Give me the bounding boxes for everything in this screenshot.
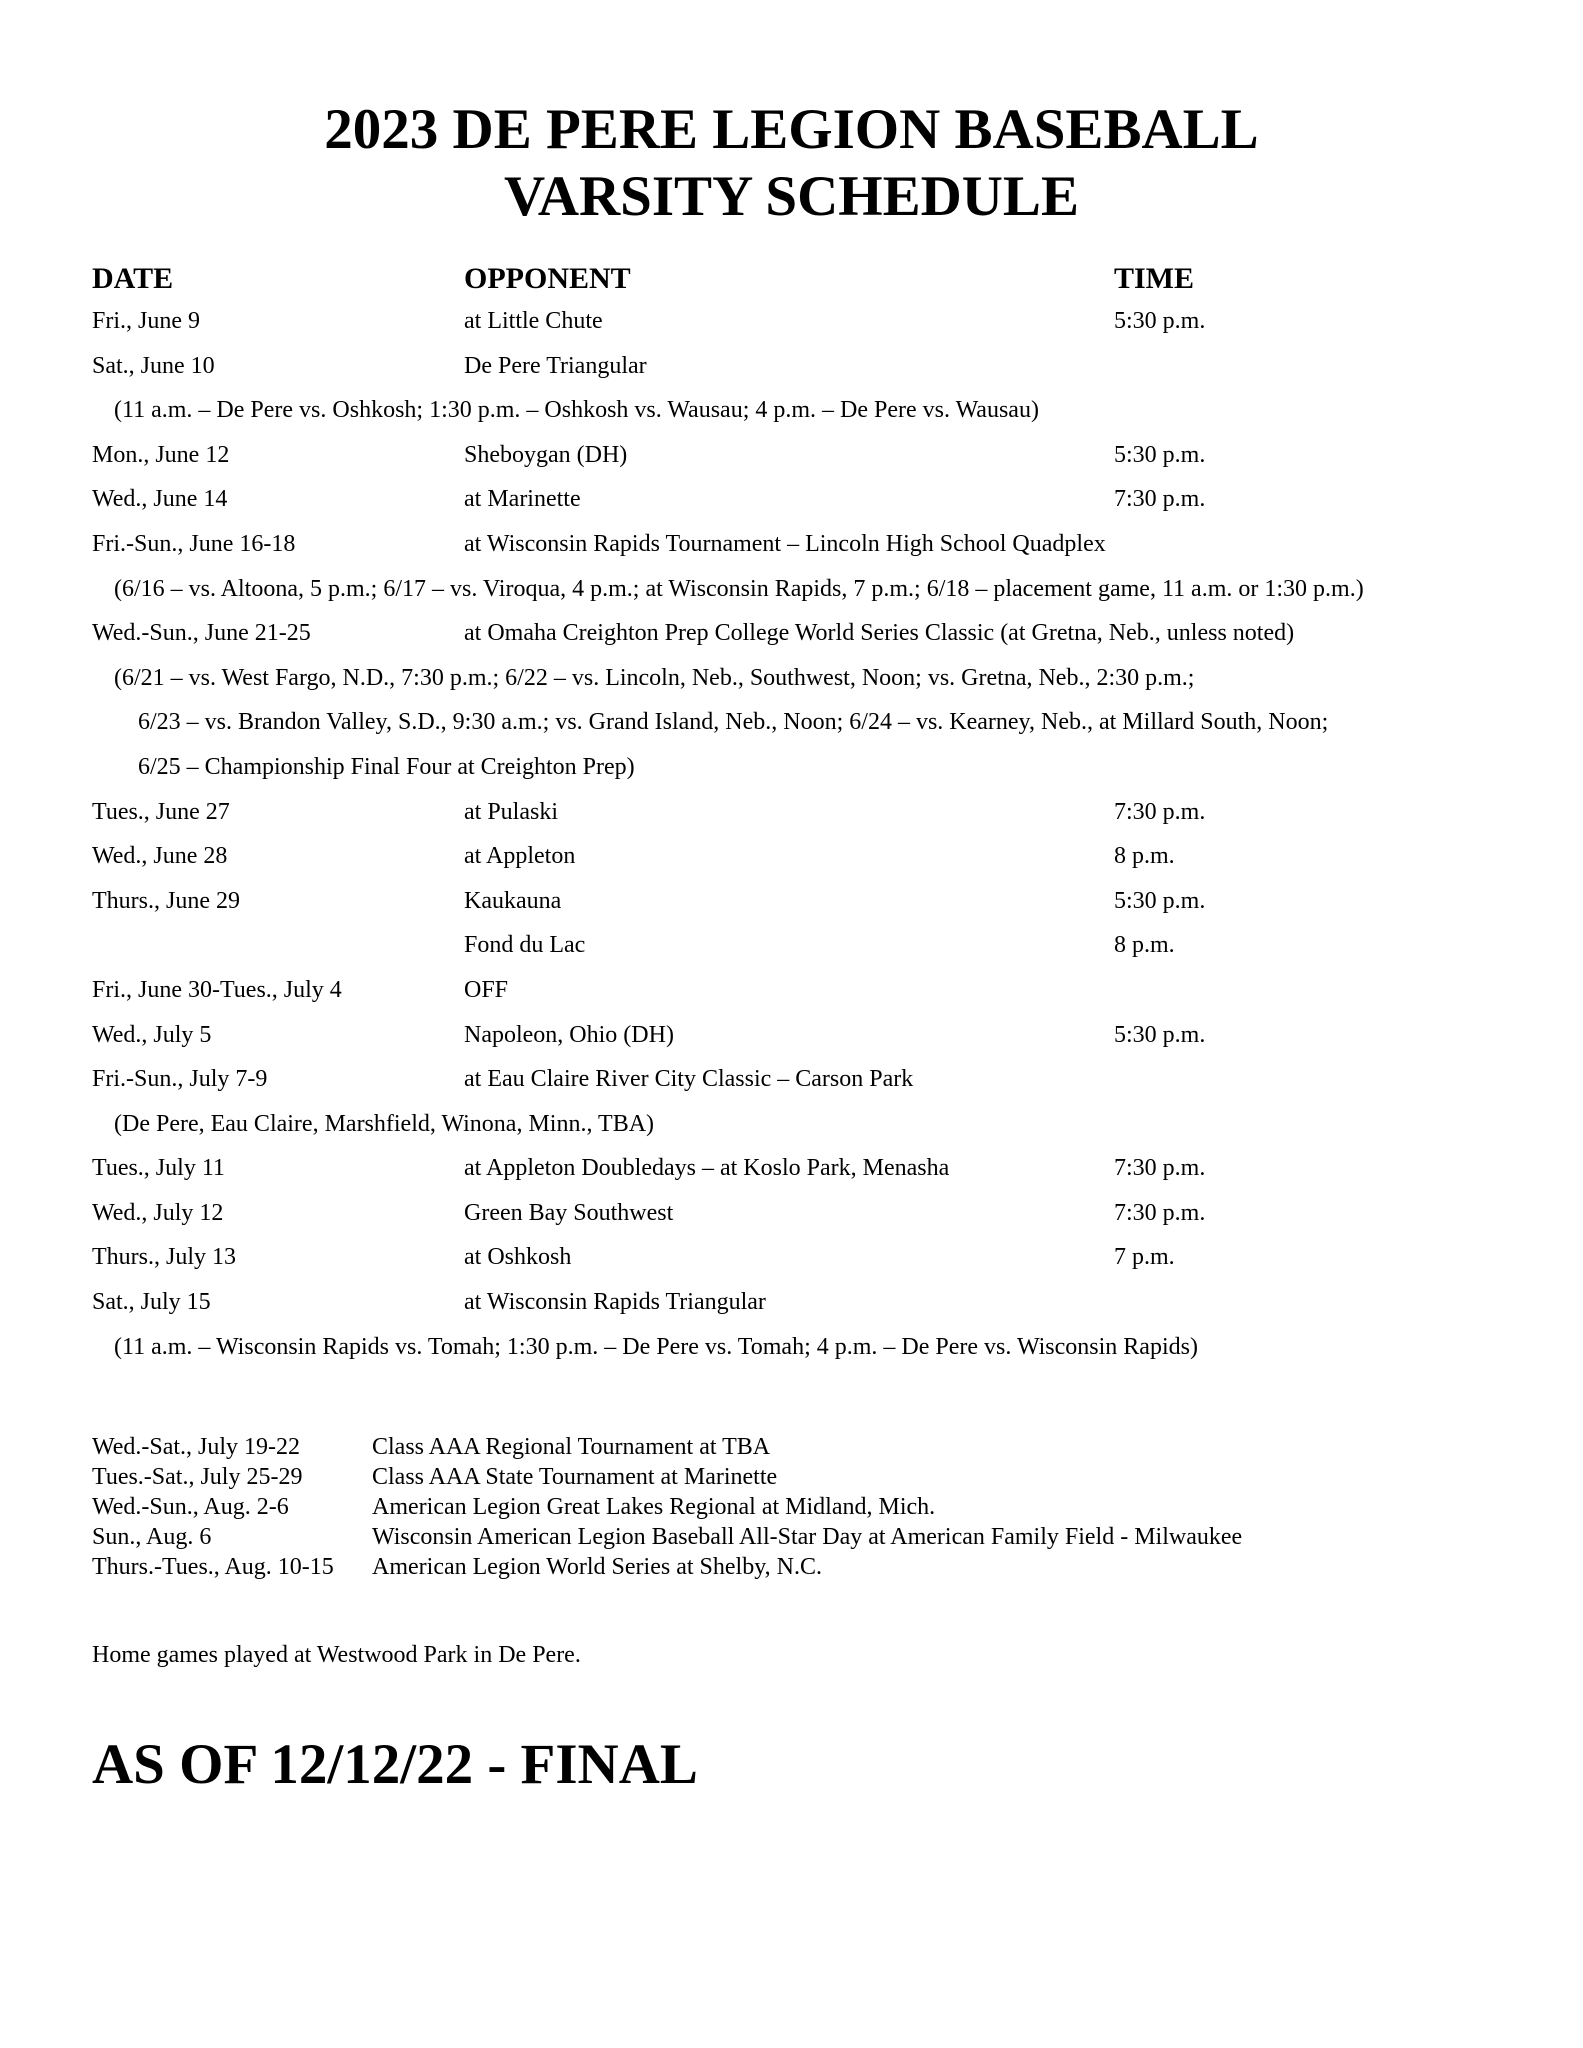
schedule-row — [0, 343, 1583, 388]
column-header-time: TIME — [1114, 262, 1195, 295]
game-opponent: at Eau Claire River City Classic – Carson Park — [464, 1066, 914, 1093]
schedule-row — [0, 1145, 1583, 1190]
schedule-row — [0, 967, 1583, 1012]
game-date: Wed.-Sun., June 21-25 — [92, 620, 311, 647]
game-date: Wed., July 12 — [92, 1199, 224, 1226]
schedule-row — [0, 1190, 1583, 1235]
schedule-note-row — [0, 699, 1583, 744]
schedule-note: 6/25 – Championship Final Four at Creighton Prep) — [138, 753, 635, 780]
schedule-row — [0, 922, 1583, 967]
postseason-date: Thurs.-Tues., Aug. 10-15 — [92, 1554, 334, 1580]
game-date: Fri.-Sun., July 7-9 — [92, 1066, 268, 1093]
game-opponent: Green Bay Southwest — [464, 1199, 674, 1226]
page-title-line-2: VARSITY SCHEDULE — [504, 165, 1079, 228]
schedule-row — [0, 1279, 1583, 1324]
game-date: Sat., June 10 — [92, 352, 215, 379]
game-time: 5:30 p.m. — [1114, 887, 1206, 914]
game-opponent: at Appleton Doubledays – at Koslo Park, Menasha — [464, 1155, 950, 1182]
schedule-row — [0, 1056, 1583, 1101]
schedule-row — [0, 521, 1583, 566]
postseason-event: Class AAA Regional Tournament at TBA — [372, 1434, 771, 1460]
schedule-row — [0, 476, 1583, 521]
game-time: 7:30 p.m. — [1114, 486, 1206, 513]
schedule-row — [0, 1234, 1583, 1279]
schedule-note: (11 a.m. – De Pere vs. Oshkosh; 1:30 p.m. – Oshkosh vs. Wausau; 4 p.m. – De Pere vs. Wausau) — [114, 397, 1039, 424]
game-opponent: at Marinette — [464, 486, 581, 513]
schedule-note: (6/21 – vs. West Fargo, N.D., 7:30 p.m.; 6/22 – vs. Lincoln, Neb., Southwest, Noon; vs. Gretna, Neb., 2:30 p.m.; — [114, 664, 1195, 691]
game-date: Wed., July 5 — [92, 1021, 212, 1048]
schedule-note-row — [0, 1101, 1583, 1146]
schedule-note: (De Pere, Eau Claire, Marshfield, Winona, Minn., TBA) — [114, 1110, 655, 1137]
game-date: Fri.-Sun., June 16-18 — [92, 530, 296, 557]
game-date: Sat., July 15 — [92, 1289, 211, 1316]
page-title-line-1: 2023 DE PERE LEGION BASEBALL — [324, 98, 1259, 161]
home-games-note: Home games played at Westwood Park in De Pere. — [92, 1642, 581, 1668]
schedule-note-row — [0, 1324, 1583, 1369]
game-date: Thurs., July 13 — [92, 1244, 236, 1271]
schedule-note: (6/16 – vs. Altoona, 5 p.m.; 6/17 – vs. Viroqua, 4 p.m.; at Wisconsin Rapids, 7 p.m.; 6/18 – placement game, 11 a.m. or 1:30 p.m.) — [114, 575, 1364, 602]
game-opponent: at Appleton — [464, 843, 576, 870]
game-time: 7:30 p.m. — [1114, 798, 1206, 825]
game-time: 5:30 p.m. — [1114, 441, 1206, 468]
game-date: Fri., June 30-Tues., July 4 — [92, 976, 342, 1003]
schedule-row — [0, 298, 1583, 343]
schedule-row — [0, 789, 1583, 834]
schedule-note-row — [0, 655, 1583, 700]
game-time: 5:30 p.m. — [1114, 1021, 1206, 1048]
game-time: 7:30 p.m. — [1114, 1155, 1206, 1182]
game-date: Tues., July 11 — [92, 1155, 225, 1182]
game-opponent: Napoleon, Ohio (DH) — [464, 1021, 674, 1048]
game-time: 7:30 p.m. — [1114, 1199, 1206, 1226]
postseason-date: Wed.-Sun., Aug. 2-6 — [92, 1494, 289, 1520]
schedule-status: AS OF 12/12/22 - FINAL — [92, 1733, 698, 1796]
game-opponent: at Oshkosh — [464, 1244, 572, 1271]
game-date: Wed., June 28 — [92, 843, 228, 870]
schedule-row — [0, 610, 1583, 655]
schedule-note: (11 a.m. – Wisconsin Rapids vs. Tomah; 1:30 p.m. – De Pere vs. Tomah; 4 p.m. – De Pere vs. Wisconsin Rapids) — [114, 1333, 1198, 1360]
game-date: Tues., June 27 — [92, 798, 230, 825]
game-date: Wed., June 14 — [92, 486, 228, 513]
postseason-event: American Legion World Series at Shelby, N.C. — [372, 1554, 822, 1580]
postseason-event: Wisconsin American Legion Baseball All-Star Day at American Family Field - Milwaukee — [372, 1524, 1243, 1550]
schedule-note: 6/23 – vs. Brandon Valley, S.D., 9:30 a.m.; vs. Grand Island, Neb., Noon; 6/24 – vs. Kearney, Neb., at Millard South, Noon; — [138, 709, 1329, 736]
schedule-row — [0, 833, 1583, 878]
game-opponent: Sheboygan (DH) — [464, 441, 628, 468]
game-time: 7 p.m. — [1114, 1244, 1175, 1271]
schedule-row — [0, 1012, 1583, 1057]
postseason-event: American Legion Great Lakes Regional at Midland, Mich. — [372, 1494, 936, 1520]
postseason-date: Sun., Aug. 6 — [92, 1524, 212, 1550]
game-time: 8 p.m. — [1114, 843, 1175, 870]
game-opponent: Kaukauna — [464, 887, 562, 914]
game-date: Fri., June 9 — [92, 308, 200, 334]
game-time: 5:30 p.m. — [1114, 308, 1206, 334]
column-header-opponent: OPPONENT — [464, 262, 631, 295]
schedule-table — [0, 298, 1583, 1368]
game-opponent: at Pulaski — [464, 798, 558, 825]
game-date: Mon., June 12 — [92, 441, 230, 468]
game-opponent: De Pere Triangular — [464, 352, 647, 379]
postseason-event: Class AAA State Tournament at Marinette — [372, 1464, 778, 1490]
game-opponent: at Wisconsin Rapids Tournament – Lincoln High School Quadplex — [464, 530, 1106, 557]
game-opponent: at Omaha Creighton Prep College World Series Classic (at Gretna, Neb., unless noted) — [464, 620, 1295, 647]
game-time: 8 p.m. — [1114, 932, 1175, 959]
postseason-date: Tues.-Sat., July 25-29 — [92, 1464, 303, 1490]
game-opponent: OFF — [464, 976, 509, 1003]
postseason-date: Wed.-Sat., July 19-22 — [92, 1434, 301, 1460]
game-opponent: Fond du Lac — [464, 932, 586, 959]
schedule-note-row — [0, 387, 1583, 432]
schedule-row — [0, 432, 1583, 477]
column-header-date: DATE — [92, 262, 174, 295]
schedule-row — [0, 878, 1583, 923]
game-opponent: at Wisconsin Rapids Triangular — [464, 1289, 766, 1316]
game-opponent: at Little Chute — [464, 308, 603, 334]
game-date: Thurs., June 29 — [92, 887, 240, 914]
schedule-note-row — [0, 744, 1583, 789]
schedule-note-row — [0, 566, 1583, 611]
